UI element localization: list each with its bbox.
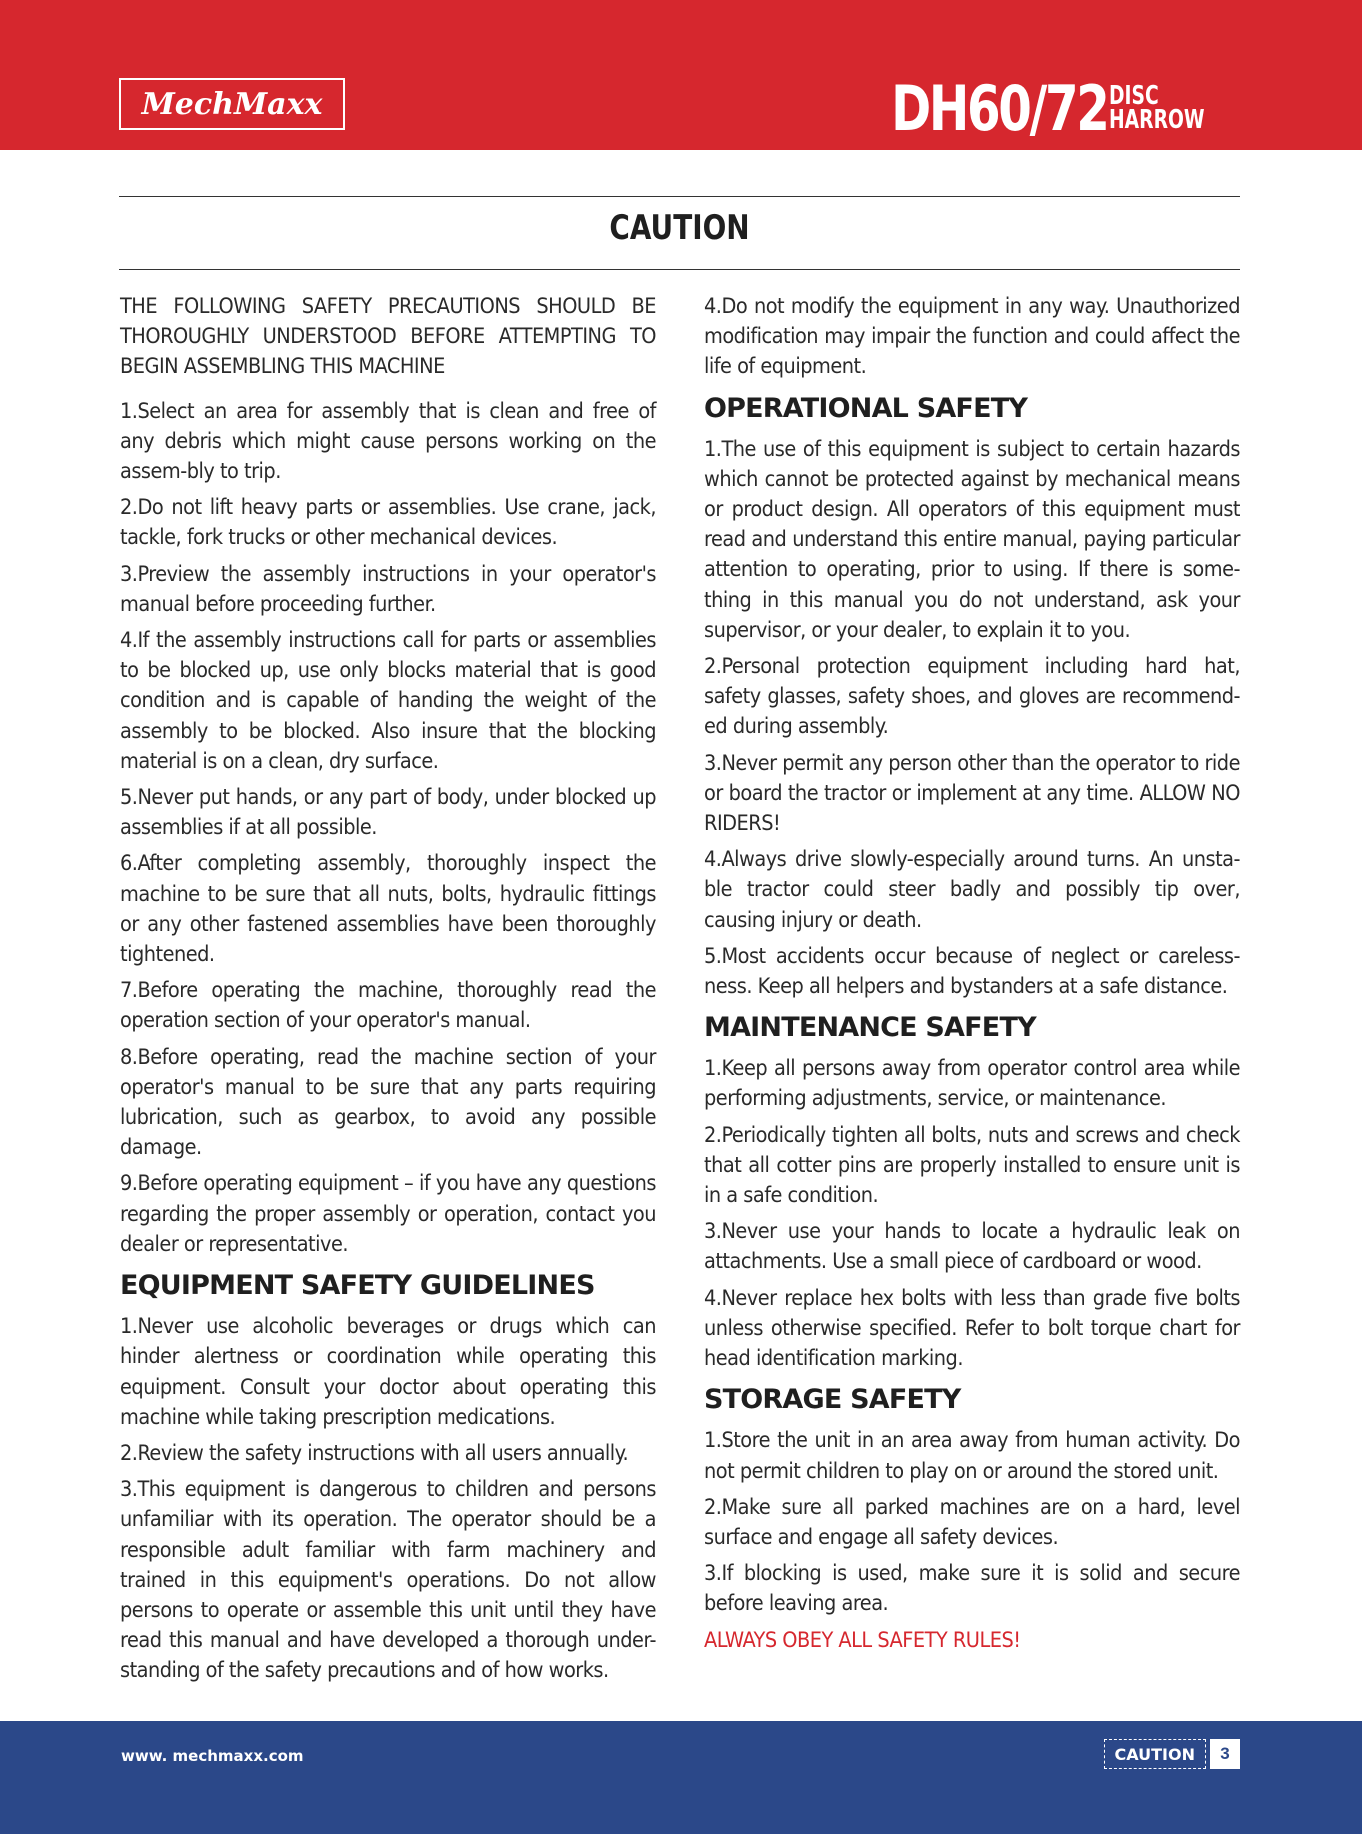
maintenance-safety-heading: MAINTENANCE SAFETY: [704, 1012, 1036, 1044]
assembly-item: 5.Never put hands, or any part of body, under blocked up assemblies if at all possible.: [120, 785, 656, 841]
right-column: [704, 292, 1240, 1662]
maintenance-item: 4.Never replace hex bolts with less than grade five bolts unless otherwise specified. Refer to bolt torque chart for head identification marking.: [704, 1285, 1240, 1372]
product-title: [830, 74, 1242, 144]
page-header: [0, 0, 1362, 150]
equipment-item: 3.This equipment is dangerous to children and persons unfamiliar with its operation. The operator should be a responsible adult familiar with farm machinery and trained in this equipment's operations. Do not allow persons to operate or assemble this unit until they have read this manual and have developed a thorough under-standing of the safety precautions and of how works.: [120, 1477, 656, 1684]
storage-safety-heading: STORAGE SAFETY: [704, 1384, 961, 1416]
operational-safety-heading: OPERATIONAL SAFETY: [704, 392, 1028, 424]
storage-item: 2.Make sure all parked machines are on a hard, level surface and engage all safety devices.: [704, 1494, 1240, 1550]
page-footer: [0, 1721, 1362, 1834]
storage-item: 3.If blocking is used, make sure it is solid and secure before leaving area.: [704, 1561, 1240, 1617]
assembly-item: 6.After completing assembly, thoroughly inspect the machine to be sure that all nuts, bolts, hydraulic fittings or any other fastened assemblies have been thoroughly tightened.: [120, 851, 656, 968]
assembly-item: 3.Preview the assembly instructions in your operator's manual before proceeding further.: [120, 561, 656, 617]
equipment-item: 4.Do not modify the equipment in any way. Unauthorized modification may impair the function and could affect the life of equipment.: [704, 294, 1240, 380]
product-type-line2: HARROW: [1109, 105, 1205, 135]
footer-section-label: CAUTION: [1104, 1739, 1206, 1769]
maintenance-item: 3.Never use your hands to locate a hydraulic leak on attachments. Use a small piece of cardboard or wood.: [704, 1219, 1240, 1275]
product-model: DH60/72: [890, 72, 1108, 145]
product-type-line1: DISC: [1109, 81, 1160, 112]
assembly-item: 1.Select an area for assembly that is clean and free of any debris which might cause persons working on the assem-bly to trip.: [120, 398, 656, 485]
intro-text: THE FOLLOWING SAFETY PRECAUTIONS SHOULD BE THOROUGHLY UNDERSTOOD BEFORE ATTEMPTING TO BEGIN ASSEMBLING THIS MACHINE: [120, 294, 656, 380]
equipment-safety-heading: EQUIPMENT SAFETY GUIDELINES: [120, 1270, 595, 1302]
operational-item: 2.Personal protection equipment including hard hat, safety glasses, safety shoes, and gloves are recommend-ed during assembly.: [704, 654, 1240, 740]
assembly-item: 2.Do not lift heavy parts or assemblies. Use crane, jack, tackle, fork trucks or other mechanical devices.: [120, 495, 656, 551]
assembly-item: 4.If the assembly instructions call for parts or assemblies to be blocked up, use only blocks material that is good condition and is capable of handing the weight of the assembly to be blocked. Also insure that the blocking material is on a clean, dry surface.: [120, 628, 656, 774]
maintenance-item: 1.Keep all persons away from operator control area while performing adjustments, service, or maintenance.: [704, 1056, 1240, 1112]
operational-item: 4.Always drive slowly-especially around turns. An unsta-ble tractor could steer badly and possibly tip over, causing injury or death.: [704, 847, 1240, 933]
page-badge: [1104, 1738, 1240, 1770]
product-type: [1109, 81, 1205, 135]
title-rule-top: [119, 196, 1240, 197]
assembly-item: 8.Before operating, read the machine section of your operator's manual to be sure that any parts requiring lubrication, such as gearbox, to avoid any possible damage.: [120, 1044, 656, 1161]
assembly-item: 7.Before operating the machine, thoroughly read the operation section of your operator's manual.: [120, 978, 656, 1034]
storage-item: 1.Store the unit in an area away from human activity. Do not permit children to play on or around the stored unit.: [704, 1428, 1240, 1484]
title-rule-bottom: [119, 269, 1240, 270]
operational-item: 5.Most accidents occur because of neglect or careless-ness. Keep all helpers and bystanders at a safe distance.: [704, 943, 1240, 1000]
equipment-item: 1.Never use alcoholic beverages or drugs which can hinder alertness or coordination while operating this equipment. Consult your doctor about operating this machine while taking prescription medications.: [120, 1314, 656, 1430]
safety-rules-warning: ALWAYS OBEY ALL SAFETY RULES!: [704, 1627, 1021, 1653]
maintenance-item: 2.Periodically tighten all bolts, nuts and screws and check that all cotter pins are properly installed to ensure unit is in a safe condition.: [704, 1122, 1240, 1209]
equipment-item: 2.Review the safety instructions with all users annually.: [120, 1440, 629, 1466]
page-number: 3: [1210, 1739, 1240, 1769]
assembly-item: 9.Before operating equipment – if you have any questions regarding the proper assembly or operation, contact you dealer or representative.: [120, 1171, 656, 1257]
page-title: CAUTION: [609, 208, 750, 248]
operational-item: 3.Never permit any person other than the operator to ride or board the tractor or implement at any time. ALLOW NO RIDERS!: [704, 750, 1240, 837]
operational-item: 1.The use of this equipment is subject to certain hazards which cannot be protected against by mechanical means or product design. All operators of this equipment must read and understand this entire manual, paying particular attention to operating, prior to using. If there is some-thing in this manual you do not understand, ask your supervisor, or your dealer, to explain it to you.: [704, 436, 1240, 643]
website-link[interactable]: www. mechmaxx.com: [121, 1747, 304, 1765]
left-column: [120, 292, 656, 1693]
brand-logo: MechMaxx: [119, 78, 345, 130]
